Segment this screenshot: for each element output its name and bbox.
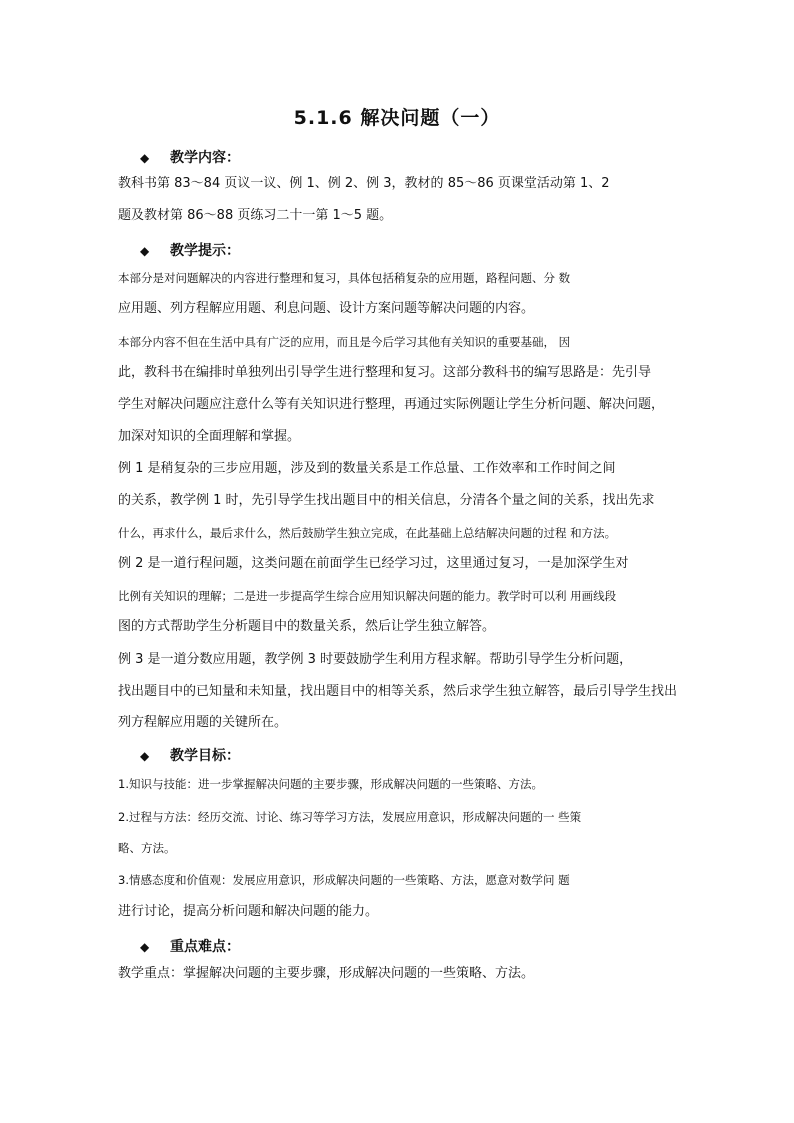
section-heading-goals: ◆ 教学目标： xyxy=(140,748,240,764)
section-heading-content: ◆ 教学内容： xyxy=(140,150,240,166)
diamond-bullet-icon: ◆ xyxy=(140,244,150,258)
diamond-bullet-icon: ◆ xyxy=(140,749,150,763)
text-line: 略、方法。 xyxy=(118,841,176,855)
section-heading-hints: ◆ 教学提示： xyxy=(140,243,240,259)
text-line: 例 3 是一道分数应用题，教学例 3 时要鼓励学生利用方程求解。帮助引导学生分析问题， xyxy=(118,652,633,667)
text-line: 找出题目中的已知量和未知量，找出题目中的相等关系，然后求学生独立解答，最后引导学生找出 xyxy=(118,684,678,699)
text-line: 比例有关知识的理解；二是进一步提高学生综合应用知识解决问题的能力。教学时可以利 用画线段 xyxy=(118,589,617,603)
text-line: 例 2 是一道行程问题，这类问题在前面学生已经学习过，这里通过复习，一是加深学生对 xyxy=(118,556,629,571)
text-line: 应用题、列方程解应用题、利息问题、设计方案问题等解决问题的内容。 xyxy=(118,301,535,316)
text-line: 教科书第 83～84 页议一议、例 1、例 2、例 3，教材的 85～86 页课堂活动第 1、2 xyxy=(118,176,610,191)
text-line: 加深对知识的全面理解和掌握。 xyxy=(118,429,301,444)
text-line: 的关系，教学例 1 时，先引导学生找出题目中的相关信息，分清各个量之间的关系，找出先求 xyxy=(118,493,655,508)
text-line: 例 1 是稍复杂的三步应用题，涉及到的数量关系是工作总量、工作效率和工作时间之间 xyxy=(118,461,616,476)
diamond-bullet-icon: ◆ xyxy=(140,151,150,165)
text-line: 学生对解决问题应注意什么等有关知识进行整理，再通过实际例题让学生分析问题、解决问题， xyxy=(118,397,665,412)
text-line: 2.过程与方法：经历交流、讨论、练习等学习方法，发展应用意识，形成解决问题的一 些策 xyxy=(118,810,582,824)
text-line: 本部分内容不但在生活中具有广泛的应用，而且是今后学习其他有关知识的重要基础， 因 xyxy=(118,335,571,349)
text-line: 进行讨论，提高分析问题和解决问题的能力。 xyxy=(118,904,379,919)
text-line: 图的方式帮助学生分析题目中的数量关系，然后让学生独立解答。 xyxy=(118,619,496,634)
text-line: 此，教科书在编排时单独列出引导学生进行整理和复习。这部分教科书的编写思路是：先引导 xyxy=(118,365,652,380)
text-line: 列方程解应用题的关键所在。 xyxy=(118,715,288,730)
text-line: 1.知识与技能：进一步掌握解决问题的主要步骤，形成解决问题的一些策略、方法。 xyxy=(118,777,543,791)
text-line: 题及教材第 86～88 页练习二十一第 1～5 题。 xyxy=(118,208,393,223)
text-line: 什么，再求什么，最后求什么，然后鼓励学生独立完成，在此基础上总结解决问题的过程 和方法。 xyxy=(118,526,617,540)
page-title: 5.1.6 解决问题（一） xyxy=(293,107,501,129)
text-line: 本部分是对问题解决的内容进行整理和复习，具体包括稍复杂的应用题，路程问题、分 数 xyxy=(118,271,571,285)
text-line: 3.情感态度和价值观：发展应用意识，形成解决问题的一些策略、方法，愿意对数学问 题 xyxy=(118,873,570,887)
section-heading-focus: ◆ 重点难点： xyxy=(140,939,240,955)
diamond-bullet-icon: ◆ xyxy=(140,940,150,954)
text-line: 教学重点：掌握解决问题的主要步骤，形成解决问题的一些策略、方法。 xyxy=(118,966,535,981)
